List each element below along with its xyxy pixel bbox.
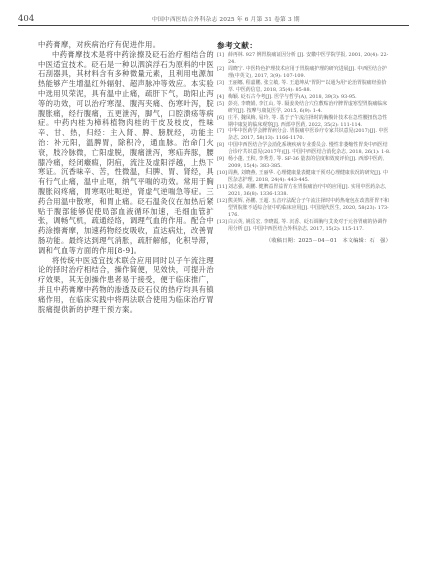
reference-number: [6] xyxy=(217,114,224,121)
reference-number: [9] xyxy=(217,156,224,163)
reference-number: [12] xyxy=(217,198,228,205)
reference-item xyxy=(217,142,391,156)
reference-text: 梅颖. 砭石古今考[J]. 医学与哲学(A), 2018, 39(3): 93-95. xyxy=(228,93,357,100)
body-paragraph: 将传统中医适宜技术联合应用同时以子午流注理论的择时治疗相结合，操作简便，见效快，可提升治疗效果，其无创操作患者易于接受，便于临床推广，并且中药膏摩中药物的渗透及砭石仪的热疗均具有镇痛作用，在临床实践中将两法联合使用为临床治疗胃脘痛提供新的护理干预方案。 xyxy=(38,255,214,314)
reference-text: 薛再林. 927 例胃脘痛证因分析 [J]. 安徽中医学院学报, 2001, 20(4): 22-24. xyxy=(228,52,389,65)
reference-number: [8] xyxy=(217,142,224,149)
reference-item xyxy=(217,101,391,115)
reference-item xyxy=(217,66,391,80)
reference-number: [13] xyxy=(217,218,228,225)
reference-item xyxy=(217,184,391,198)
reference-text: 庄平, 魏凤梅, 易玲, 等. 基于子午流注择时的胸腹针技术在急性腰扭伤急性期中康复的临床观察[J]. 西部中医药, 2022, 35(2): 111-114. xyxy=(228,114,388,128)
reference-number: [11] xyxy=(217,184,228,191)
reference-text: 彭亮, 李晓娟, 李江山, 等. 隔姜灸结合穴位敷贴治疗脾胃虚寒型胃脘痛临床研究[J]. 按摩与康复医学, 2015, 6(9): 1-4. xyxy=(228,100,388,114)
received-date-editor: （收稿日期：2025－04－01 本文编辑：石 强） xyxy=(266,237,391,244)
reference-text: 中华中医药学会脾胃病分会. 胃脘痛中医诊疗专家共识意见(2017)[J]. 中医杂志, 2017, 58(13): 1166-1170. xyxy=(228,128,389,142)
reference-item xyxy=(217,219,391,233)
reference-item xyxy=(217,115,391,129)
page-header xyxy=(0,0,427,34)
page-number: 404 xyxy=(18,14,35,24)
body-paragraph: 中药膏摩，对疾病治疗有促进作用。 xyxy=(38,40,161,49)
reference-number: [5] xyxy=(217,100,224,107)
journal-running-head: 中国中西医结合外科杂志 2025 年 6 月第 31 卷第 3 期 xyxy=(152,17,300,23)
reference-item xyxy=(217,128,391,142)
reference-item xyxy=(217,170,391,184)
reference-item xyxy=(217,156,391,170)
reference-number: [7] xyxy=(217,128,224,135)
references-title: 参考文献： xyxy=(217,41,258,50)
reference-text: 周燕, 刘晓燕, 王丽华. 心理健康量表健康干预对心理健康状况的研究[J]. 中医杂志护理, 2018, 24(4): 443-445. xyxy=(228,170,389,184)
reference-text: 中国中西医结合学会消化系统疾病专业委员会. 慢性非萎缩性胃炎中西医结合诊疗共识意见(2017年)[J]. 中国中西医结合消化杂志, 2018, 26(1): 1-8. xyxy=(228,142,391,156)
reference-number: [3] xyxy=(217,79,224,86)
reference-text: 熊美辉, 孙鹏, 王超. 五音疗法配合子午流注择时中药热奄包在改善肝胃不和型胃脘胀不适综合征中的临床应用[J]. 中国现代医生, 2020, 58(23): 173-176. xyxy=(228,198,389,218)
reference-list xyxy=(217,52,391,233)
body-column xyxy=(38,40,214,314)
reference-number: [1] xyxy=(217,52,224,58)
reference-item xyxy=(217,80,391,94)
reference-item xyxy=(217,198,391,219)
reference-number: [10] xyxy=(217,170,228,177)
reference-number: [4] xyxy=(217,93,224,100)
references-column xyxy=(217,40,391,244)
reference-text: 周晓宁. 中医特色护理技术应用于胃脘痛护理的研究进展[J]. 中西医结合护理(中英文), 2017, 3(9): 107-109. xyxy=(228,65,387,79)
reference-number: [2] xyxy=(217,65,224,72)
reference-text: 刘志强, 胡鹏. 健脾益胃益胃方在胃脘痛治疗中的应用[J]. 实用中医药杂志, 2021, 36(8): 1336-1338. xyxy=(228,184,387,198)
reference-text: 王丽娜, 程嘉鹏, 张立敏, 等. 王道坤从"胃阴""以通为用"论治胃脘痛经验拾萃. 中医药信息, 2018, 35(4): 85-88. xyxy=(228,79,387,93)
body-paragraph: 中药膏摩技术是将中药涂擦及砭石治疗相结合的中医适宜技术。砭石是一种以泗滨浮石为原料的中医石刮器具，其材料含有多种微量元素，且利用电源加热能够产生增温红外辐射、超声脉冲等效应。本实验中选用贝荣泥，具有温中止痛，疏肝下气，助阳止泻等的功效，可以治疗寒湿、腹泻夹痛、伤寒叶泻，脘腹胀痛，经行腹痛，五更泄泻，脚气，口腔溃疡等病症。中药内桂为樟科植物肉桂的干皮及枝皮，性味辛、甘、热，归经：主入肾、脾、膀胱经，功能主治：补元阳，温脾胃，除积冷，通血脉。治命门火衰，肢冷脉微，亡阳虚脱，腹痛泄泻，寒疝奔豚，腰膝冷痛，经闭癥瘕，阴疽，流注及虚阳浮越，上热下寒证。沉香味辛、苦，性微温，归脾、胃、肾经，具有行气止痛，温中止呕，纳气平喘的功效。常用于胸腹胀闷疼痛，胃寒呕吐呃逆，肾虚气逆喘急等症。三药合用温中散寒，和胃止痛。砭石温灸仪在加热后紧贴于腹部能够促使局部血液循环加速，毛细血管扩张，调畅气机，疏通经络，调理气血的作用。配合中药涂擦膏摩，加速药物经皮吸收，直达病灶，改善胃肠功能。最终达到理气消胀，疏肝解郁，化积导滞，调和气血等方面的作用[8-9]。 xyxy=(38,49,214,255)
reference-text: 杨小蓬, 王积, 李秀芳, 等. SF-36 量表的信度和效度评价[J]. 西部中医药, 2009, 15(4): 383-385. xyxy=(228,156,385,170)
reference-text: 白云英, 姚岳宏, 李晓霞, 等. 沉香、砭石调胸与艾灸对于元谷胃痛的协调作用分析 [J]. 中国中西医结合外科杂志, 2017, 15(2): 115-117. xyxy=(228,218,388,232)
reference-item xyxy=(217,52,391,66)
header-rule xyxy=(18,25,409,26)
reference-item xyxy=(217,94,391,101)
